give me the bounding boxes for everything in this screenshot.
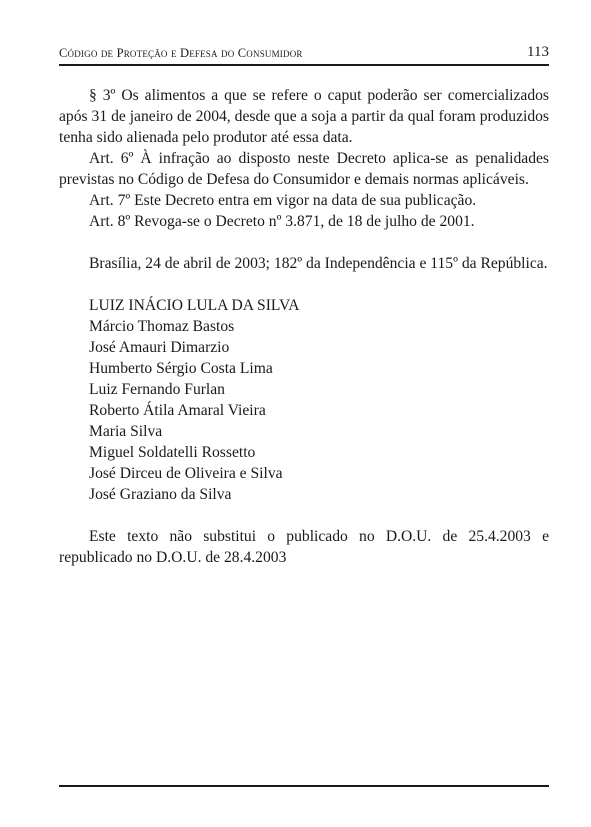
signatory: Luiz Fernando Furlan [89,381,225,398]
signatory: Maria Silva [89,423,163,440]
page-body [59,85,549,568]
signatory: José Dirceu de Oliveira e Silva [89,465,283,482]
footer-divider [59,785,549,787]
signatories-list [59,295,549,505]
page-number: 113 [527,44,549,60]
signatory: Humberto Sérgio Costa Lima [89,360,273,377]
signatory: José Graziano da Silva [89,486,232,503]
paragraph-article-7: Art. 7º Este Decreto entra em vigor na data de sua publicação. [89,192,477,209]
page-header [59,44,549,68]
signatory: Miguel Soldatelli Rossetto [89,444,256,461]
paragraph-article-6: Art. 6º À infração ao disposto neste Decreto aplica-se as penalidades previstas no Código de Defesa do Consumidor e demais normas aplicáveis. [59,150,549,188]
paragraph-article-8: Art. 8º Revoga-se o Decreto nº 3.871, de 18 de julho de 2001. [89,213,475,230]
spacer [59,274,549,295]
date-line: Brasília, 24 de abril de 2003; 182º da Independência e 115º da República. [89,255,548,272]
publication-note: Este texto não substitui o publicado no D.O.U. de 25.4.2003 e republicado no D.O.U. de 28.4.2003 [59,528,549,566]
header-divider [59,64,549,66]
signatory: Márcio Thomaz Bastos [89,318,235,335]
running-header-title: Código de Proteção e Defesa do Consumidor [59,46,303,60]
signatory: José Amauri Dimarzio [89,339,230,356]
signatory: Roberto Átila Amaral Vieira [89,402,266,419]
paragraph-section-3: § 3º Os alimentos a que se refere o caput poderão ser comercializados após 31 de janeiro de 2004, desde que a soja a partir da qual foram produzidos tenha sido alienada pelo produtor até essa data. [59,87,549,146]
spacer [59,232,549,253]
signatory: LUIZ INÁCIO LULA DA SILVA [89,297,300,314]
spacer [59,505,549,526]
